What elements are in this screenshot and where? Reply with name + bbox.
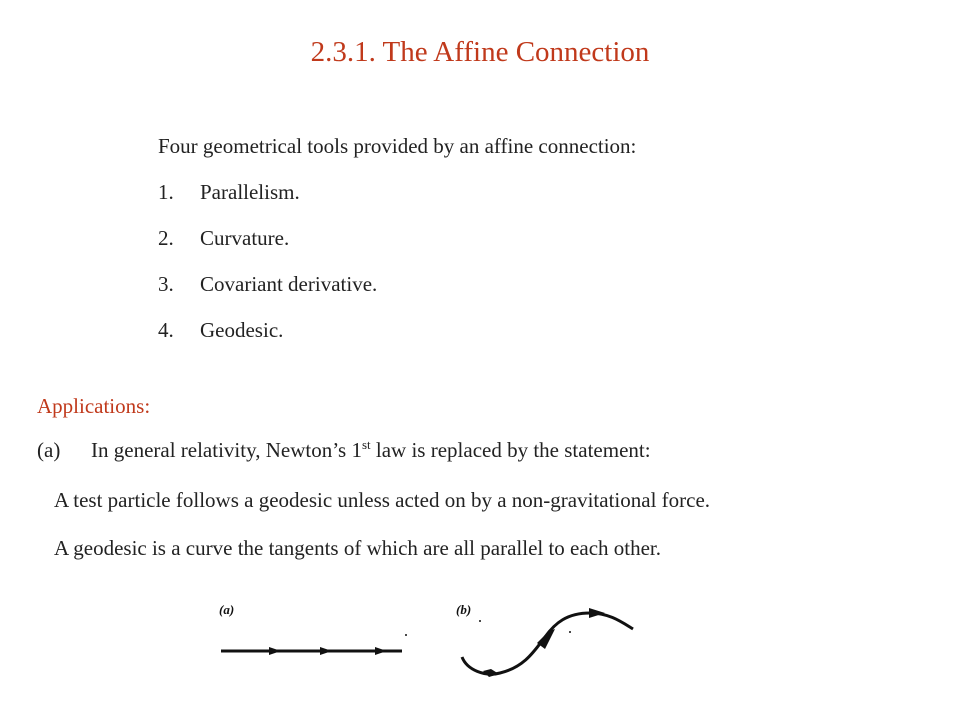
- figure-label-b: (b): [456, 602, 472, 617]
- item-text: [91, 438, 651, 463]
- list-text: Parallelism.: [200, 180, 300, 204]
- geodesic-figure: [205, 595, 645, 690]
- statement-geodesic-definition: A geodesic is a curve the tangents of which are all parallel to each other.: [54, 536, 662, 560]
- dot-mark: [405, 634, 407, 636]
- item-marker: (a): [37, 438, 61, 462]
- list-item: [158, 272, 377, 318]
- item-text-post: law is replaced by the statement:: [370, 438, 651, 462]
- tools-list: [158, 180, 377, 364]
- list-number: 2.: [158, 226, 174, 250]
- dot-mark: [479, 620, 481, 622]
- list-text: Covariant derivative.: [200, 272, 378, 296]
- applications-heading: Applications:: [37, 394, 151, 418]
- list-number: 1.: [158, 180, 174, 204]
- list-number: 4.: [158, 318, 174, 342]
- tangent-arrow-icon: [589, 608, 605, 618]
- slide-title: 2.3.1. The Affine Connection: [310, 36, 650, 68]
- curved-geodesic: [462, 608, 633, 677]
- superscript-st: st: [361, 437, 371, 452]
- list-item: [158, 180, 377, 226]
- list-item: [158, 318, 377, 364]
- tangent-arrow-icon: [320, 647, 332, 655]
- list-text: Curvature.: [200, 226, 290, 250]
- tangent-arrow-icon: [375, 647, 387, 655]
- dot-mark: [569, 631, 571, 633]
- statement-test-particle: A test particle follows a geodesic unless acted on by a non-gravitational force.: [54, 488, 711, 512]
- tangent-arrow-icon: [483, 669, 499, 677]
- straight-line-geodesic: [221, 647, 402, 655]
- tangent-arrow-icon: [269, 647, 281, 655]
- list-text: Geodesic.: [200, 318, 284, 342]
- list-number: 3.: [158, 272, 174, 296]
- application-item-a: [37, 438, 651, 463]
- item-text-pre: In general relativity, Newton’s 1: [91, 438, 362, 462]
- intro-text: Four geometrical tools provided by an affine connection:: [158, 134, 637, 158]
- figure-label-a: (a): [219, 602, 235, 617]
- list-item: [158, 226, 377, 272]
